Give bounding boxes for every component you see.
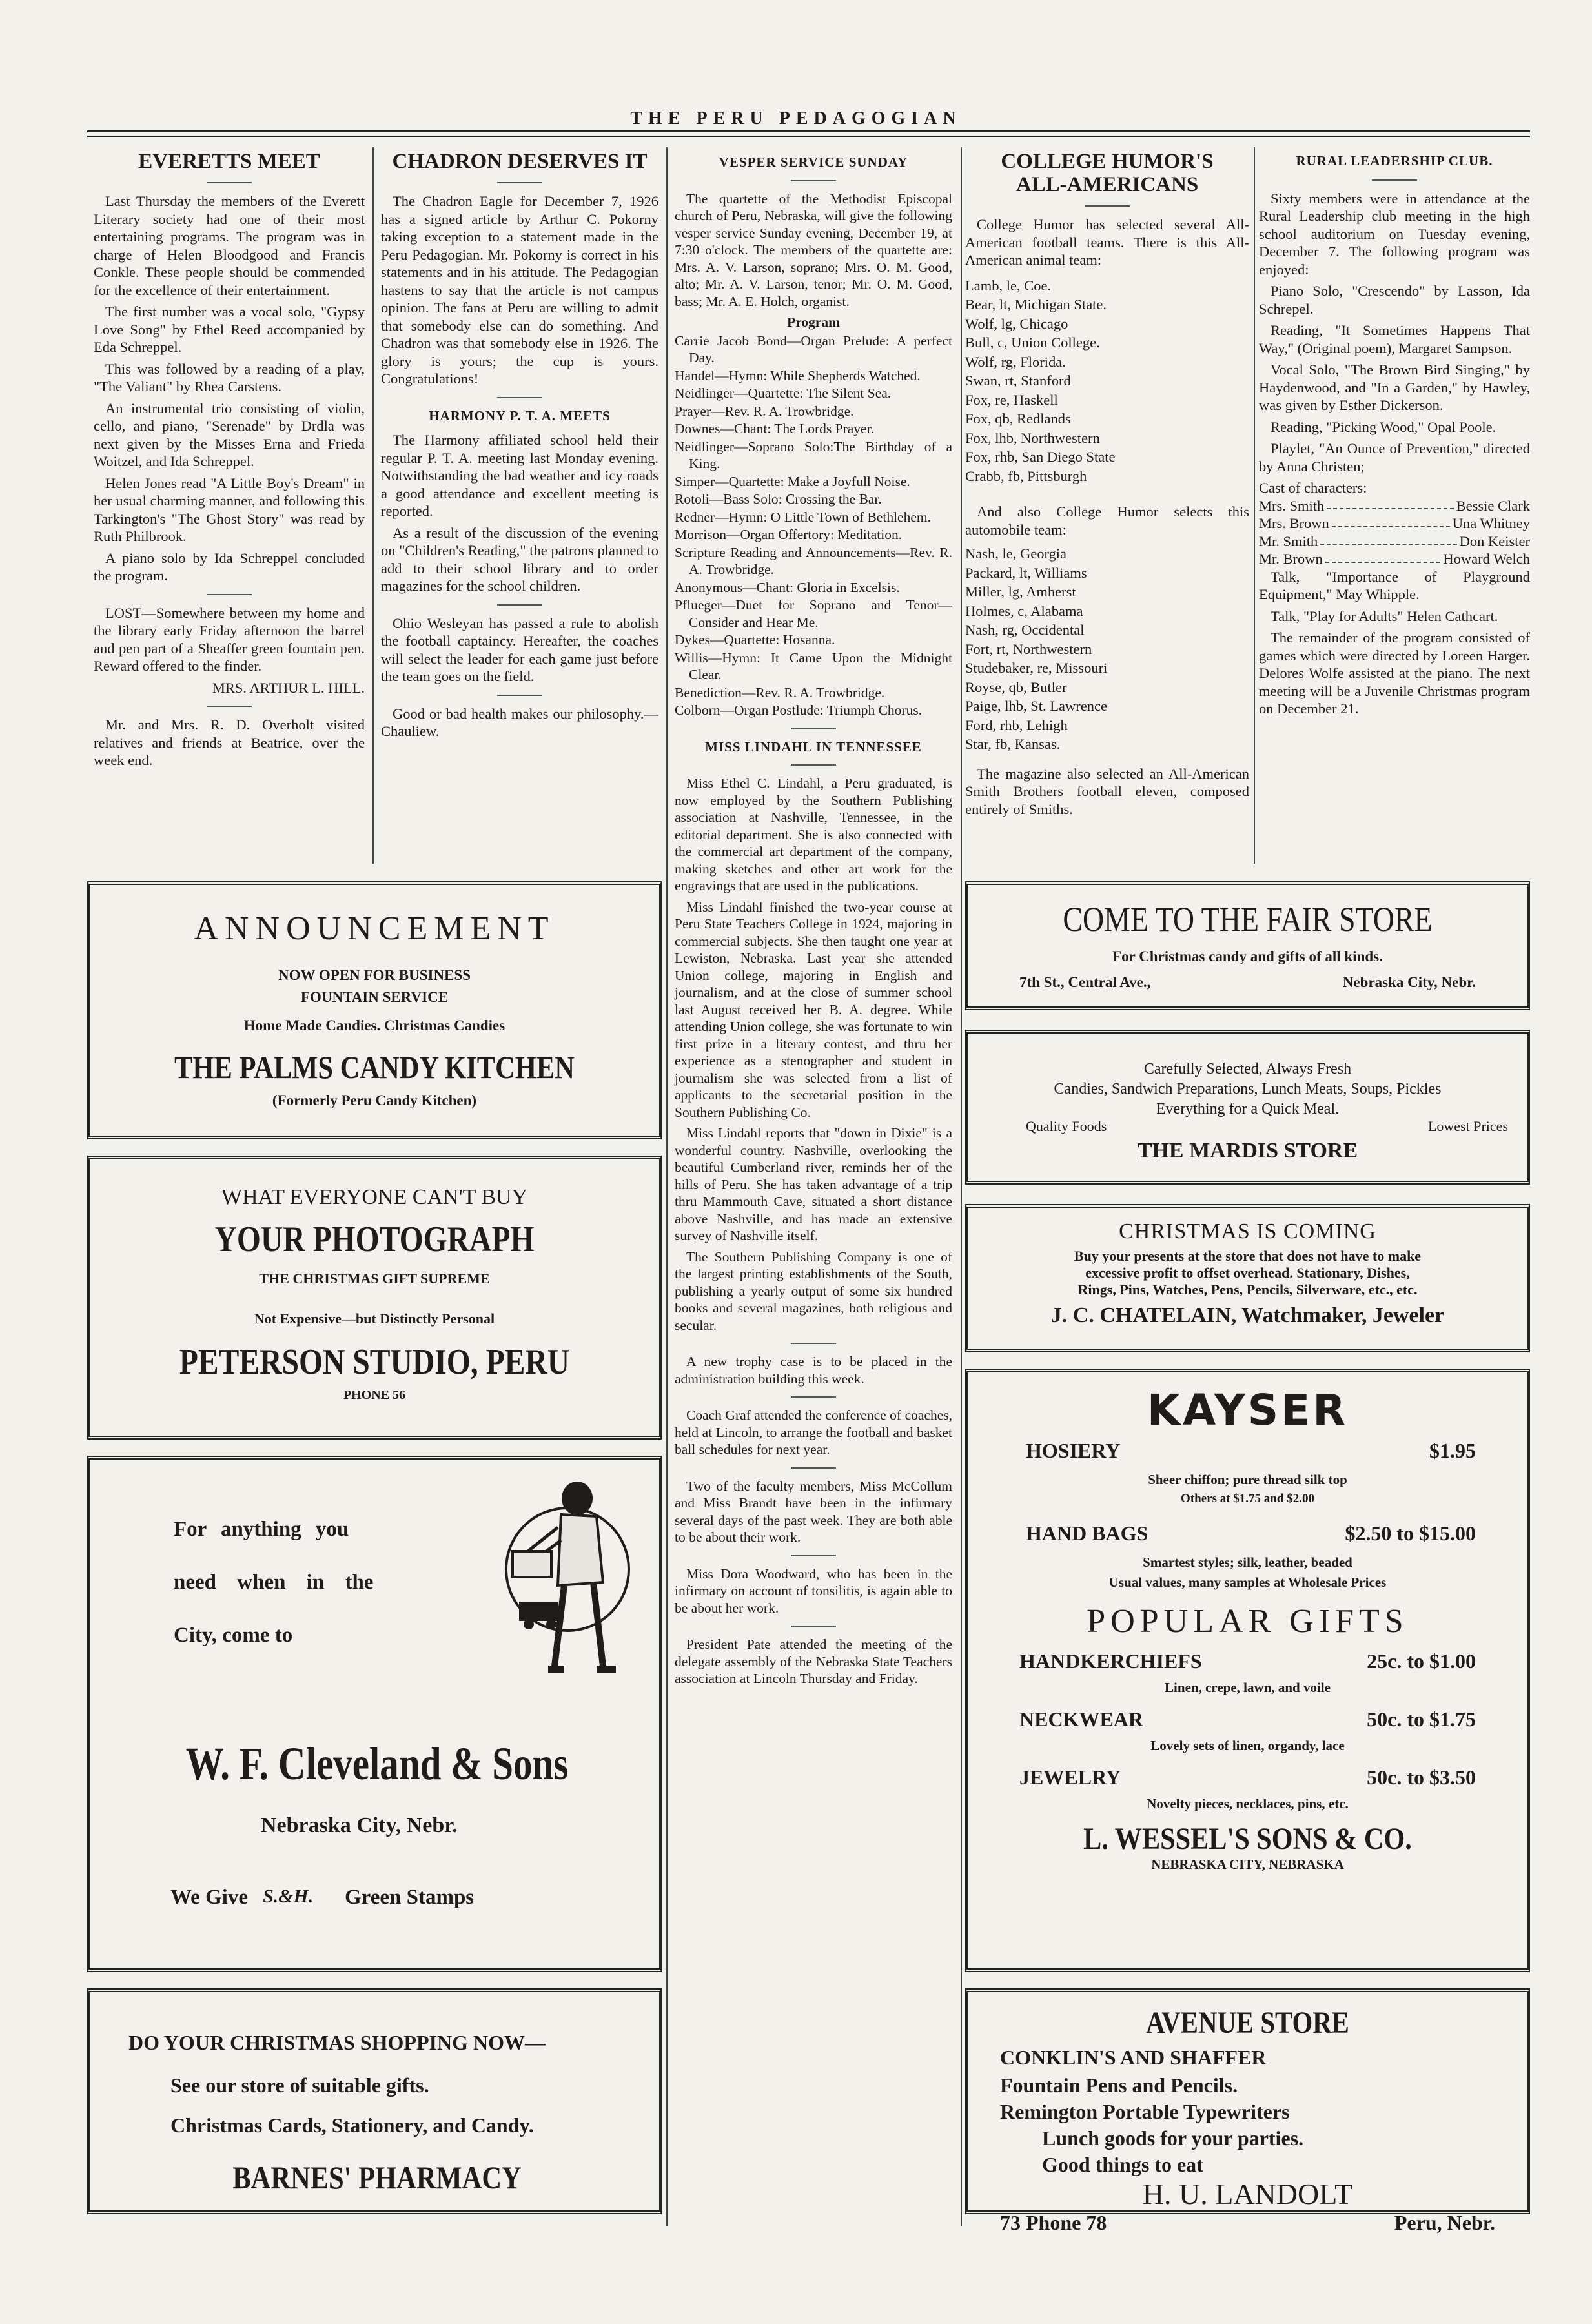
- ad-line: Home Made Candies. Christmas Candies: [243, 1017, 505, 1034]
- list-item: Fox, qb, Redlands: [965, 411, 1071, 427]
- separator: [497, 397, 542, 398]
- price-item: JEWELRY: [1019, 1766, 1121, 1789]
- rural-club-heading: RURAL LEADERSHIP CLUB.: [1296, 153, 1493, 168]
- college-humor-intro: College Humor has selected several All-American football teams. There is this All-American animal team:: [965, 216, 1249, 268]
- list-item: Fox, rhb, San Diego State: [965, 449, 1116, 465]
- separator: [497, 695, 542, 696]
- ad-line: need when in the: [174, 1571, 374, 1594]
- pta-p1: The Harmony affiliated school held their regular P. T. A. meeting last Monday evening. Notwithstanding the bad weather and icy roads a good attendance and excellent meeting is reported.: [381, 432, 658, 519]
- everetts-p5: Helen Jones read "A Little Boy's Dream" in her usual charming manner, and following this Tarkington's "The Ghost Story" was read by Ruth Philbrook.: [94, 474, 365, 544]
- lindahl-p4: The Southern Publishing Company is one of the largest printing establishments of the South, publishing a yearly output of some six hundred books and several magazines, both religious and secular.: [675, 1249, 952, 1333]
- sh-stamp-icon: S.&H.: [263, 1886, 314, 1907]
- price-value: $2.50 to $15.00: [1345, 1522, 1476, 1545]
- everetts-p6: A piano solo by Ida Schreppel concluded the program.: [94, 549, 365, 584]
- program-item: Handel—Hymn: While Shepherds Watched.: [675, 367, 921, 383]
- list-item: Fox, re, Haskell: [965, 391, 1058, 408]
- ad-line: Candies, Sandwich Preparations, Lunch Meats, Soups, Pickles: [1054, 1081, 1442, 1097]
- separator: [791, 1467, 836, 1469]
- ad-avenue-store: [965, 1988, 1530, 2234]
- price-item: HANDKERCHIEFS: [1019, 1649, 1202, 1673]
- separator: [791, 1555, 836, 1556]
- separator: [791, 1343, 836, 1344]
- program-title: Program: [787, 314, 840, 330]
- price-row: [968, 1439, 1527, 1463]
- list-item: Bear, lt, Michigan State.: [965, 296, 1107, 312]
- ad-city: Nebraska City, Nebr.: [1342, 974, 1476, 990]
- list-item: Crabb, fb, Pittsburgh: [965, 467, 1087, 484]
- program-item: Benediction—Rev. R. A. Trowbridge.: [675, 684, 885, 700]
- program-item: Rotoli—Bass Solo: Crossing the Bar.: [675, 491, 882, 507]
- chadron-heading: CHADRON DESERVES IT: [392, 150, 648, 173]
- rural-item: Reading, "It Sometimes Happens That Way," (Original poem), Margaret Sampson.: [1259, 322, 1530, 356]
- column-everetts: [94, 150, 365, 773]
- ad-barnes-pharmacy: [87, 1988, 662, 2214]
- masthead: THE PERU PEDAGOGIAN: [630, 108, 962, 128]
- popular-gifts-heading: POPULAR GIFTS: [1087, 1603, 1409, 1640]
- program-item: Downes—Chant: The Lords Prayer.: [675, 421, 874, 436]
- cast-row: [1259, 550, 1530, 568]
- column-divider: [372, 147, 374, 864]
- column-divider: [961, 147, 962, 2226]
- price-desc: Usual values, many samples at Wholesale Prices: [1108, 1575, 1387, 1590]
- price-row: [968, 1649, 1527, 1673]
- ad-title: ANNOUNCEMENT: [194, 910, 555, 947]
- price-item: HAND BAGS: [1026, 1522, 1148, 1545]
- ad-store-name: PETERSON STUDIO, PERU: [179, 1342, 570, 1382]
- ad-title: YOUR PHOTOGRAPH: [214, 1219, 535, 1259]
- price-desc: Linen, crepe, lawn, and voile: [1165, 1680, 1331, 1695]
- overholt-notice: Mr. and Mrs. R. D. Overholt visited relatives and friends at Beatrice, over the week end.: [94, 717, 365, 768]
- program-item: Willis—Hymn: It Came Upon the Midnight Clear.: [675, 649, 952, 682]
- everetts-p1: Last Thursday the members of the Everett Literary society had one of their most entertaining programs. The program was in charge of Helen Bloodgood and Francis Conkle. These people should be commended for the excellence of their entertainment.: [94, 193, 365, 298]
- ad-give: We Give: [170, 1886, 249, 1909]
- rural-item: Talk, "Importance of Playground Equipment," May Whipple.: [1259, 568, 1530, 602]
- list-item: Fort, rt, Northwestern: [965, 640, 1092, 657]
- ad-tag-row: [968, 1118, 1527, 1135]
- program-item: Carrie Jacob Bond—Organ Prelude: A perfect Day.: [675, 332, 952, 365]
- ad-city: Peru, Nebr.: [1394, 2211, 1495, 2234]
- ad-store-name: BARNES' PHARMACY: [232, 2159, 522, 2196]
- program-item: Neidlinger—Soprano Solo:The Birthday of a King.: [675, 438, 952, 471]
- list-item: Swan, rt, Stanford: [965, 372, 1071, 389]
- ad-line: City, come to: [174, 1624, 293, 1647]
- rural-item: The remainder of the program consisted of games which were directed by Loreen Harger. Delores Wolfe assisted at the piano. The next meeting will be a Juvenile Christmas program on December 21.: [1259, 629, 1530, 717]
- list-item: Wolf, lg, Chicago: [965, 315, 1068, 332]
- cast-actor: Howard Welch: [1443, 551, 1530, 567]
- ad-store-name: J. C. CHATELAIN, Watchmaker, Jeweler: [1050, 1303, 1445, 1327]
- list-item: Bull, c, Union College.: [965, 334, 1100, 351]
- ad-line: Not Expensive—but Distinctly Personal: [254, 1310, 495, 1327]
- rural-club-intro: Sixty members were in attendance at the Rural Leadership club meeting in the high school auditorium on Tuesday evening, December 7. The following program was enjoyed:: [1259, 190, 1530, 278]
- woodward-notice: Miss Dora Woodward, who has been in the infirmary on account of tonsilitis, is again able to be about her work.: [675, 1565, 952, 1616]
- ad-cleveland-sons: [87, 1456, 662, 1972]
- column-chadron: [381, 150, 658, 744]
- ad-line: NOW OPEN FOR BUSINESS: [278, 967, 471, 983]
- separator: [791, 1626, 836, 1627]
- cast-title: Cast of characters:: [1259, 480, 1367, 496]
- ad-city: Nebraska City, Nebr.: [261, 1813, 458, 1837]
- rural-item: Vocal Solo, "The Brown Bird Singing," by Haydenwood, and "In a Garden," by Hawley, was given by Esther Dickerson.: [1259, 362, 1530, 413]
- ad-phone: 73 Phone 78: [1000, 2211, 1107, 2234]
- list-item: Paige, lhb, St. Lawrence: [965, 698, 1107, 714]
- ad-mardis-store: [965, 1030, 1530, 1185]
- faculty-notice: Two of the faculty members, Miss McCollum and Miss Brandt have been in the infirmary several days of the past week. They are both able to be about their work.: [675, 1478, 952, 1545]
- ad-line: THE CHRISTMAS GIFT SUPREME: [259, 1270, 490, 1287]
- everetts-p2: The first number was a vocal solo, "Gypsy Love Song" by Ethel Reed accompanied by Eda Schreppel.: [94, 303, 365, 355]
- chadron-article: The Chadron Eagle for December 7, 1926 has a signed article by Arthur C. Pokorny taking exception to a statement made in the Peru Pedagogian. Mr. Pokorny is correct in his statements and in his attitude. The Pedagogian hastens to say that the article is not campus opinion. The fans at Peru are willing to admit that somebody else can do something. And Chadron was that somebody else in 1926. The glory is yours; the cup is yours. Congratulations!: [381, 193, 658, 387]
- separator: [497, 604, 542, 606]
- ad-line: (Formerly Peru Candy Kitchen): [272, 1092, 477, 1108]
- ad-line: WHAT EVERYONE CAN'T BUY: [221, 1185, 528, 1209]
- cast-row: [1259, 533, 1530, 551]
- list-item: Miller, lg, Amherst: [965, 584, 1076, 600]
- program-item: Dykes—Quartette: Hosanna.: [675, 632, 835, 647]
- pate-notice: President Pate attended the meeting of the delegate assembly of the Nebraska State Teachers association at Lincoln Thursday and Friday.: [675, 1636, 952, 1686]
- separator: [497, 182, 542, 183]
- column-rural-club: [1259, 152, 1530, 722]
- philosophy-quote: Good or bad health makes our philosophy.—Chauliew.: [381, 705, 658, 739]
- ad-line: DO YOUR CHRISTMAS SHOPPING NOW—: [128, 2031, 546, 2054]
- column-vesper: [675, 154, 952, 1691]
- price-item: HOSIERY: [1026, 1439, 1121, 1462]
- ad-address: 7th St., Central Ave.,: [1019, 974, 1151, 990]
- separator: [791, 728, 836, 729]
- pta-heading: HARMONY P. T. A. MEETS: [429, 407, 611, 423]
- ad-store-name: W. F. Cleveland & Sons: [185, 1738, 569, 1789]
- all-americans-heading: ALL-AMERICANS: [1015, 173, 1199, 196]
- separator: [1085, 205, 1130, 207]
- price-row: [968, 1766, 1527, 1789]
- column-college-humor: [965, 150, 1249, 822]
- lindahl-p3: Miss Lindahl reports that "down in Dixie" is a wonderful country. Nashville, overlooking the beautiful Cumberland river, reminds her of the hills of Peru. She has taken advantage of a trip thru Mammouth Cave, situated a short distance above Nashville, and has made an extensive survey of Nashville itself.: [675, 1125, 952, 1243]
- ad-line: Everything for a Quick Meal.: [1156, 1101, 1340, 1117]
- list-item: Ford, rhb, Lehigh: [965, 717, 1068, 733]
- lindahl-p2: Miss Lindahl finished the two-year course at Peru State Teachers College in 1924, majoring in commercial subjects. She then taught one year at Lewiston, Nebraska. Last year she attended Union college, majoring in English and journalism, and at the close of summer school last August received her B. A. degree. While attending Union college, she was fortunate to win first prize in a literary contest, and thru her experience as a stenographer and student in journalism she was selected from a list of applicants to the secretarial position in the Southern Publishing Co.: [675, 899, 952, 1120]
- cast-actor: Don Keister: [1459, 533, 1530, 549]
- ad-line: Christmas Cards, Stationery, and Candy.: [170, 2114, 534, 2137]
- separator: [791, 1396, 836, 1398]
- ad-line: Carefully Selected, Always Fresh: [1143, 1061, 1352, 1077]
- ad-store-name: H. U. LANDOLT: [1142, 2177, 1353, 2210]
- list-item: Lamb, le, Coe.: [965, 277, 1052, 294]
- smith-team-note: The magazine also selected an All-American Smith Brothers football eleven, composed entirely of Smiths.: [965, 765, 1249, 817]
- price-row: [968, 1522, 1527, 1545]
- list-item: Wolf, rg, Florida.: [965, 353, 1066, 370]
- program-item: Redner—Hymn: O Little Town of Bethlehem.: [675, 509, 931, 525]
- lindahl-p1: Miss Ethel C. Lindahl, a Peru graduated, is now employed by the Southern Publishing association at Nashville, Tennessee, in the editorial department. She is also connected with the commercial art department of the company, making sketches and other art work for the engravings that are used in the publications.: [675, 775, 952, 893]
- ad-title: KAYSER: [1147, 1385, 1349, 1435]
- list-item: Packard, lt, Williams: [965, 564, 1087, 581]
- price-desc: Novelty pieces, necklaces, pins, etc.: [1147, 1796, 1349, 1811]
- vesper-program-list: [675, 332, 952, 719]
- vesper-intro: The quartette of the Methodist Episcopal church of Peru, Nebraska, will give the following vesper service Sunday evening, December 19, at 7:30 o'clock. The members of the quartette are: Mrs. A. V. Larson, soprano; Mrs. O. M. Good, alto; Mr. A. V. Larson, tenor; Mr. O. M. Good, bass; Mr. A. E. Holch, organist.: [675, 190, 952, 309]
- cast-actor: Una Whitney: [1452, 515, 1530, 531]
- ad-peterson-studio: [87, 1156, 662, 1440]
- program-item: Prayer—Rev. R. A. Trowbridge.: [675, 403, 854, 419]
- list-item: Royse, qb, Butler: [965, 678, 1067, 695]
- ad-line: FOUNTAIN SERVICE: [300, 989, 449, 1005]
- program-item: Anonymous—Chant: Gloria in Excelsis.: [675, 579, 900, 595]
- rural-item: Playlet, "An Ounce of Prevention," directed by Anna Christen;: [1259, 440, 1530, 474]
- everetts-heading: EVERETTS MEET: [138, 150, 320, 173]
- program-item: Scripture Reading and Announcements—Rev. R. A. Trowbridge.: [675, 544, 952, 577]
- ad-line: Buy your presents at the store that does not have to make: [1074, 1248, 1422, 1264]
- price-value: $1.95: [1429, 1439, 1476, 1462]
- auto-team-list: [965, 545, 1249, 753]
- list-item: Studebaker, re, Missouri: [965, 660, 1108, 676]
- ad-title: CHRISTMAS IS COMING: [1119, 1219, 1376, 1243]
- ad-line: CONKLIN'S AND SHAFFER: [1000, 2046, 1267, 2069]
- lost-signature: MRS. ARTHUR L. HILL.: [212, 679, 365, 696]
- program-item: Pflueger—Duet for Soprano and Tenor—Consider and Hear Me.: [675, 597, 952, 630]
- separator: [207, 182, 252, 183]
- ohio-notice: Ohio Wesleyan has passed a rule to abolish the football captaincy. Hereafter, the coaches will select the leader for each game just before the team goes on the field.: [381, 615, 658, 684]
- separator: [207, 594, 252, 595]
- price-desc: Sheer chiffon; pure thread silk top: [1148, 1472, 1347, 1487]
- masthead-rule: [87, 130, 1530, 132]
- rural-item: Piano Solo, "Crescendo" by Lasson, Ida Schrepel.: [1259, 283, 1530, 317]
- ad-store-name: L. WESSEL'S SONS & CO.: [1083, 1822, 1412, 1856]
- ad-line: Rings, Pins, Watches, Pens, Pencils, Silverware, etc., etc.: [1077, 1281, 1418, 1298]
- program-item: Colborn—Organ Postlude: Triumph Chorus.: [675, 702, 923, 718]
- price-item: NECKWEAR: [1019, 1707, 1144, 1731]
- cast-actor: Bessie Clark: [1456, 497, 1530, 514]
- ad-tag: Lowest Prices: [1427, 1118, 1508, 1134]
- lost-notice: LOST—Somewhere between my home and the library early Friday afternoon the barrel and pen part of a Sheaffer green fountain pen. Reward offered to the finder.: [94, 604, 365, 674]
- separator: [1372, 179, 1417, 181]
- rural-item: Reading, "Picking Wood," Opal Poole.: [1271, 418, 1496, 435]
- list-item: Nash, rg, Occidental: [965, 622, 1085, 638]
- ad-line: See our store of suitable gifts.: [170, 2074, 429, 2097]
- ad-store-name: THE MARDIS STORE: [1137, 1139, 1358, 1163]
- cast-role: Mrs. Brown: [1259, 515, 1329, 531]
- ad-line: For anything you: [174, 1518, 349, 1541]
- separator: [791, 764, 836, 766]
- ad-line: Fountain Pens and Pencils.: [1000, 2074, 1238, 2097]
- program-item: Simper—Quartette: Make a Joyfull Noise.: [675, 473, 910, 489]
- ad-chatelain: [965, 1204, 1530, 1352]
- ad-title: AVENUE STORE: [1146, 2006, 1349, 2040]
- ad-footer-row: [968, 2211, 1527, 2235]
- trophy-notice: A new trophy case is to be placed in the administration building this week.: [675, 1354, 952, 1387]
- vesper-heading: VESPER SERVICE SUNDAY: [719, 154, 908, 170]
- list-item: Nash, le, Georgia: [965, 545, 1067, 562]
- ad-store-name: THE PALMS CANDY KITCHEN: [174, 1049, 575, 1085]
- list-item: Holmes, c, Alabama: [965, 602, 1083, 619]
- list-item: Star, fb, Kansas.: [965, 736, 1061, 752]
- program-item: Morrison—Organ Offertory: Meditation.: [675, 527, 903, 542]
- cast-role: Mrs. Smith: [1259, 497, 1325, 514]
- ad-palms-candy-kitchen: [87, 881, 662, 1139]
- ad-kayser: [965, 1369, 1530, 1972]
- ad-line: excessive profit to offset overhead. Stationary, Dishes,: [1085, 1265, 1410, 1281]
- pta-p2: As a result of the discussion of the evening on "Children's Reading," the patrons planned to add to their school library and to order magazines for the school children.: [381, 524, 658, 594]
- ad-city: NEBRASKA CITY, NEBRASKA: [1151, 1857, 1344, 1872]
- column-divider: [666, 147, 668, 2226]
- ad-line: Remington Portable Typewriters: [1000, 2100, 1290, 2123]
- everetts-p4: An instrumental trio consisting of violin, cello, and piano, "Serenade" by Drdla was next given by the Misses Erna and Frieda Woitzel, and Ida Schreppel.: [94, 400, 365, 469]
- shopping-man-illustration: [500, 1479, 635, 1698]
- masthead-rule-2: [87, 136, 1530, 137]
- separator: [791, 180, 836, 181]
- ad-stamps: Green Stamps: [345, 1886, 475, 1909]
- ad-title: COME TO THE FAIR STORE: [1063, 900, 1433, 939]
- animal-team-list: [965, 277, 1249, 485]
- ad-line: For Christmas candy and gifts of all kinds.: [1112, 948, 1383, 964]
- price-value: 25c. to $1.00: [1367, 1649, 1476, 1673]
- price-value: 50c. to $3.50: [1367, 1766, 1476, 1789]
- ad-tag: Quality Foods: [1026, 1118, 1107, 1134]
- column-divider: [1254, 147, 1255, 864]
- separator: [207, 706, 252, 707]
- ad-line: Good things to eat: [1042, 2153, 1203, 2176]
- price-desc: Lovely sets of linen, organdy, lace: [1150, 1738, 1345, 1753]
- list-item: Fox, lhb, Northwestern: [965, 429, 1100, 446]
- cast-role: Mr. Brown: [1259, 551, 1323, 567]
- cast-row: [1259, 515, 1530, 533]
- cast-role: Mr. Smith: [1259, 533, 1318, 549]
- price-row: [968, 1707, 1527, 1731]
- graf-notice: Coach Graf attended the conference of coaches, held at Lincoln, to arrange the football and basket ball schedules for next year.: [675, 1407, 952, 1457]
- cast-row: [1259, 497, 1530, 515]
- everetts-p3: This was followed by a reading of a play, "The Valiant" by Rhea Carstens.: [94, 360, 365, 394]
- lindahl-heading: MISS LINDAHL IN TENNESSEE: [705, 739, 922, 755]
- rural-item: Talk, "Play for Adults" Helen Cathcart.: [1271, 607, 1498, 624]
- price-desc: Smartest styles; silk, leather, beaded: [1143, 1554, 1352, 1570]
- auto-team-intro: And also College Humor selects this automobile team:: [965, 504, 1249, 538]
- ad-fair-store: [965, 881, 1530, 1010]
- cast-list: [1259, 497, 1530, 568]
- college-humor-heading: COLLEGE HUMOR'S: [1001, 150, 1214, 173]
- ad-phone: PHONE 56: [343, 1388, 406, 1402]
- program-item: Neidlinger—Quartette: The Silent Sea.: [675, 385, 892, 401]
- ad-line: Lunch goods for your parties.: [1042, 2126, 1304, 2150]
- price-desc: Others at $1.75 and $2.00: [1181, 1492, 1314, 1505]
- price-value: 50c. to $1.75: [1367, 1707, 1476, 1731]
- ad-address-row: [968, 974, 1527, 991]
